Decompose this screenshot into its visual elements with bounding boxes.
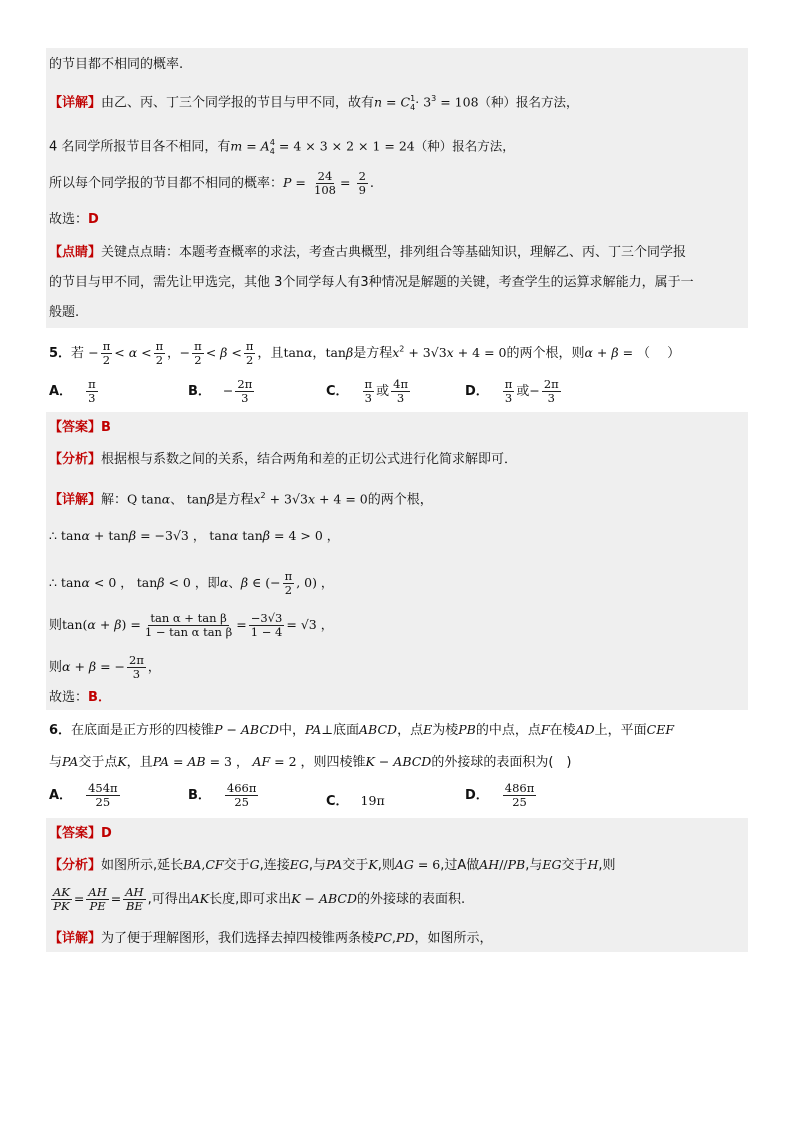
- analysis-line: 【分析】根据根与系数之间的关系，结合两角和差的正切公式进行化简求解即可．: [49, 452, 518, 467]
- text-line: 的节目都不相同的概率.: [49, 57, 184, 72]
- detail-line: 故选：B．: [49, 690, 111, 705]
- option-c: C． $\frac{\pi}{3}$ 或 $\frac{4\pi}{3}$: [326, 377, 408, 405]
- text-line: 4 名同学所报节目各不相同，有$m = A_4^4 = 4 \times 3 \times 2 \times 1 = 24$（种）报名方法，: [49, 138, 515, 156]
- question-6-line-2: 与PA交于点K，且PA = AB = 3 ， AF = 2 ，则四棱锥K − ABCD的外接球的表面积为( ): [49, 754, 572, 770]
- detail-line: ∴ tanα + tanβ = −3√3 ， tanα tanβ = 4 > 0 ，: [49, 528, 340, 543]
- option-a: A． $\frac{\pi}{3}$: [49, 377, 96, 405]
- question-5: 5．若 − $\frac{\pi}{2}$ < α < $\frac{\pi}{2}$ ，− $\frac{\pi}{2}$ < β < $\frac{\pi}{2}$ ，且tanα，tanβ是方程$x^2 + 3√3x + 4 = 0$的两个根，则α + β = （ ）: [49, 339, 681, 367]
- detail-line: 则α + β = − $\frac{2\pi}{3}$ ，: [49, 653, 161, 681]
- text-line: 所以每个同学报的节目都不相同的概率：P = $\frac{24}{108}$ = $\frac{2}{9}$ .: [49, 169, 375, 197]
- option-a: A． $\frac{454\pi}{25}$: [49, 781, 118, 809]
- text-line: 【点睛】关键点点睛：本题考查概率的求法，考查古典概型，排列组合等基础知识，理解乙、丙、丁三个同学报: [49, 245, 687, 260]
- answer-line: 【答案】D: [49, 826, 112, 841]
- detail-line: 【详解】为了便于理解图形，我们选择去掉四棱锥两条棱PC,PD，如图所示，: [49, 930, 493, 946]
- answer-line: 【答案】B: [49, 420, 111, 435]
- text-line: 故选：D: [49, 212, 99, 227]
- option-d: D． $\frac{\pi}{3}$ 或− $\frac{2\pi}{3}$: [465, 377, 559, 405]
- option-c: C． 19π: [326, 793, 385, 809]
- text-line: 的节目与甲不同，需先让甲选完，其他 3个同学每人有3种情况是解题的关键，考查学生的运算求解能力，属于一: [49, 275, 694, 290]
- text-line: 般题.: [49, 305, 80, 320]
- fraction: $\frac{2}{9}$: [358, 169, 366, 197]
- option-d: D． $\frac{486\pi}{25}$: [465, 781, 535, 809]
- option-b: B． − $\frac{2\pi}{3}$: [188, 377, 253, 405]
- detail-line: 【详解】解：Q tanα、 tanβ是方程$x^2 + 3√3x + 4 = 0$的两个根，: [49, 491, 433, 508]
- option-b: B． $\frac{466\pi}{25}$: [188, 781, 257, 809]
- question-6: 6．在底面是正方形的四棱锥P − ABCD中，PA⊥底面ABCD，点E为棱PB的中点，点F在棱AD上，平面CEF: [49, 722, 674, 738]
- text-line: 【详解】由乙、丙、丁三个同学报的节目与甲不同，故有$n = C_4^1\cdot 3^3 = 108$（种）报名方法，: [49, 94, 579, 112]
- detail-line: ∴ tanα < 0 ， tanβ < 0 ，即α、β ∈ (− $\frac{\pi}{2}$ , 0) ，: [49, 569, 334, 597]
- detail-line: 则tan(α + β) = $\frac{\text{tan α + tan β}}{\text{1 − tan α tan β}}$ = $\frac{-3√3}{1 - 4}$ = √3 ，: [49, 611, 334, 639]
- analysis-line: 【分析】如图所示,延长BA,CF交于G,连接EG,与PA交于K,则AG = 6,过A做AH//PB,与EG交于H,则: [49, 857, 616, 873]
- fraction: $\frac{24}{108}$: [314, 169, 336, 197]
- analysis-line-2: $\frac{AK}{PK}$ = $\frac{AH}{PE}$ = $\frac{AH}{BE}$ ,可得出AK长度,即可求出K − ABCD的外接球的表面积.: [53, 885, 466, 913]
